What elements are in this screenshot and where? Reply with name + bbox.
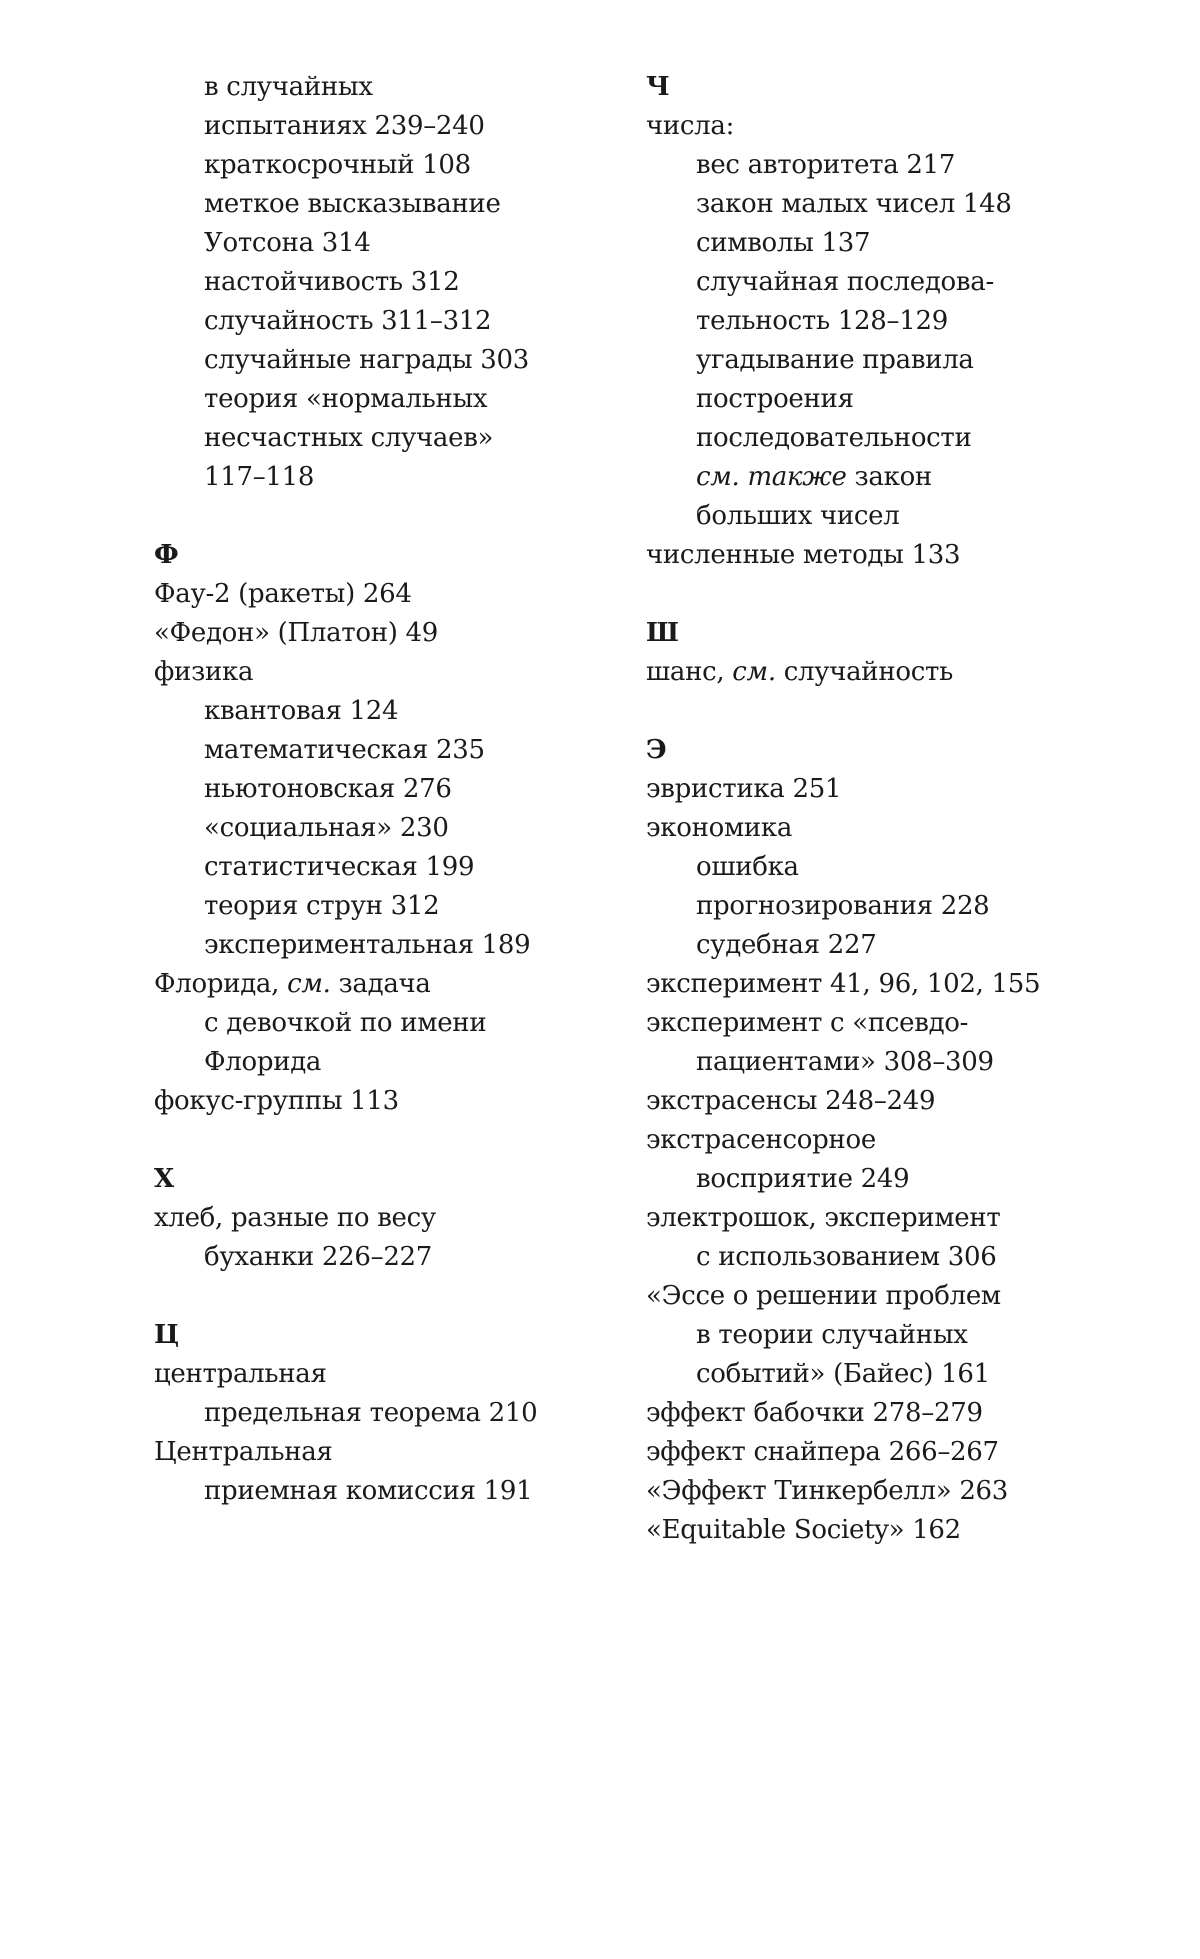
section-letter-heading: Ч bbox=[646, 72, 670, 102]
index-entry bbox=[646, 653, 1126, 692]
section-letter-heading: Ф bbox=[154, 540, 179, 570]
index-subentry: Флорида bbox=[204, 1047, 322, 1077]
index-subentry: «социальная» 230 bbox=[204, 813, 449, 843]
entry-text-part: Флорида, bbox=[154, 969, 288, 999]
index-subentry: случайные награды 303 bbox=[204, 345, 529, 375]
index-entry: эксперимент 41, 96, 102, 155 bbox=[646, 969, 1041, 999]
section-gap bbox=[154, 497, 624, 536]
index-subentry: восприятие 249 bbox=[696, 1164, 910, 1194]
index-entry: хлеб, разные по весу bbox=[154, 1203, 436, 1233]
index-entry: экстрасенсорное bbox=[646, 1125, 876, 1155]
index-entry bbox=[154, 965, 624, 1004]
section-gap bbox=[646, 692, 1126, 731]
index-subentry: больших чисел bbox=[696, 501, 900, 531]
index-subentry: испытаниях 239–240 bbox=[204, 111, 485, 141]
index-column-left bbox=[154, 68, 624, 1511]
index-subentry: закон малых чисел 148 bbox=[696, 189, 1012, 219]
entry-text-part: задача bbox=[330, 969, 431, 999]
index-entry: электрошок, эксперимент bbox=[646, 1203, 1001, 1233]
section-gap bbox=[154, 1277, 624, 1316]
index-subentry: краткосрочный 108 bbox=[204, 150, 471, 180]
index-subentry: математическая 235 bbox=[204, 735, 485, 765]
index-entry: «Эффект Тинкербелл» 263 bbox=[646, 1476, 1009, 1506]
index-subentry: ньютоновская 276 bbox=[204, 774, 452, 804]
section-letter-heading: Ш bbox=[646, 618, 679, 648]
index-entry: численные методы 133 bbox=[646, 540, 961, 570]
index-subentry: ошибка bbox=[696, 852, 799, 882]
index-entry: эффект снайпера 266–267 bbox=[646, 1437, 999, 1467]
section-letter-heading: Э bbox=[646, 735, 667, 765]
index-subentry: последовательности bbox=[696, 423, 972, 453]
index-subentry: угадывание правила bbox=[696, 345, 974, 375]
index-subentry: событий» (Байес) 161 bbox=[696, 1359, 990, 1389]
index-subentry: буханки 226–227 bbox=[204, 1242, 433, 1272]
index-subentry: теория «нормальных bbox=[204, 384, 488, 414]
index-entry: физика bbox=[154, 657, 254, 687]
index-column-right bbox=[646, 68, 1126, 1550]
index-subentry: квантовая 124 bbox=[204, 696, 399, 726]
index-entry: «Федон» (Платон) 49 bbox=[154, 618, 439, 648]
index-subentry: несчастных случаев» bbox=[204, 423, 494, 453]
index-entry: центральная bbox=[154, 1359, 327, 1389]
index-subentry: пациентами» 308–309 bbox=[696, 1047, 994, 1077]
index-entry: эффект бабочки 278–279 bbox=[646, 1398, 983, 1428]
index-subentry: в случайных bbox=[204, 72, 373, 102]
cross-reference-marker: см. bbox=[732, 657, 776, 687]
cross-reference-marker: см. также bbox=[696, 462, 847, 492]
index-entry: эксперимент с «псевдо- bbox=[646, 1008, 969, 1038]
index-subentry: Уотсона 314 bbox=[204, 228, 371, 258]
index-subentry: экспериментальная 189 bbox=[204, 930, 531, 960]
index-subentry: судебная 227 bbox=[696, 930, 877, 960]
section-letter-heading: Х bbox=[154, 1164, 174, 1194]
index-subentry bbox=[646, 458, 1126, 497]
index-subentry: теория струн 312 bbox=[204, 891, 440, 921]
index-entry: «Equitable Society» 162 bbox=[646, 1515, 961, 1545]
index-entry: экономика bbox=[646, 813, 793, 843]
index-subentry: статистическая 199 bbox=[204, 852, 475, 882]
entry-text-part: закон bbox=[846, 462, 932, 492]
index-subentry: случайная последова- bbox=[696, 267, 994, 297]
index-subentry: с девочкой по имени bbox=[204, 1008, 487, 1038]
section-letter-heading: Ц bbox=[154, 1320, 179, 1350]
index-subentry: в теории случайных bbox=[696, 1320, 968, 1350]
index-subentry: случайность 311–312 bbox=[204, 306, 492, 336]
cross-reference-marker: см. bbox=[287, 969, 331, 999]
index-subentry: 117–118 bbox=[204, 462, 315, 492]
entry-text-part: шанс, bbox=[646, 657, 733, 687]
index-subentry: с использованием 306 bbox=[696, 1242, 997, 1272]
section-gap bbox=[154, 1121, 624, 1160]
index-entry: «Эссе о решении проблем bbox=[646, 1281, 1001, 1311]
section-gap bbox=[646, 575, 1126, 614]
index-entry: числа: bbox=[646, 111, 735, 141]
index-subentry: тельность 128–129 bbox=[696, 306, 948, 336]
index-entry: экстрасенсы 248–249 bbox=[646, 1086, 936, 1116]
index-subentry: символы 137 bbox=[696, 228, 871, 258]
index-entry: фокус-группы 113 bbox=[154, 1086, 399, 1116]
index-subentry: прогнозирования 228 bbox=[696, 891, 990, 921]
index-subentry: меткое высказывание bbox=[204, 189, 501, 219]
index-entry: Фау-2 (ракеты) 264 bbox=[154, 579, 412, 609]
index-subentry: приемная комиссия 191 bbox=[204, 1476, 533, 1506]
entry-text-part: случайность bbox=[775, 657, 953, 687]
index-subentry: настойчивость 312 bbox=[204, 267, 460, 297]
index-subentry: вес авторитета 217 bbox=[696, 150, 956, 180]
index-entry: эвристика 251 bbox=[646, 774, 842, 804]
index-entry: Центральная bbox=[154, 1437, 333, 1467]
index-subentry: построения bbox=[696, 384, 854, 414]
index-subentry: предельная теорема 210 bbox=[204, 1398, 538, 1428]
